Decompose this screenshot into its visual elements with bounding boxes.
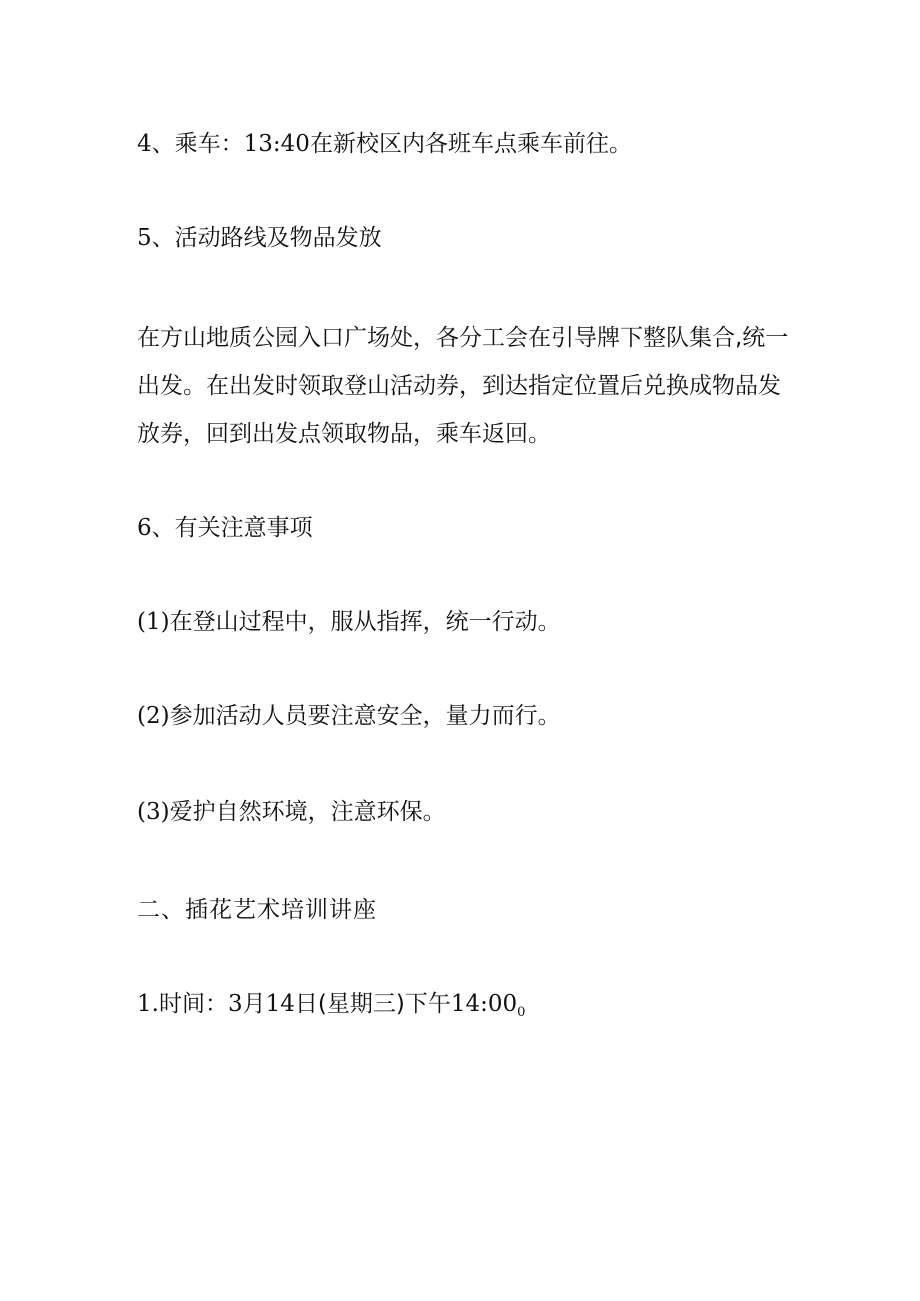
note-3-number: (3) — [137, 799, 170, 825]
time-suffix: 0 — [517, 1005, 526, 1020]
item-5-paragraph-line-2: 出发。在出发时领取登山活动券，到达指定位置后兑换成物品发 — [137, 373, 781, 399]
note-1-text: 在登山过程中，服从指挥，统一行动。 — [169, 609, 561, 635]
note-3-text: 爱护自然环境，注意环保。 — [169, 799, 446, 825]
start-time: 14:00 — [450, 991, 518, 1017]
note-3-line — [137, 796, 446, 828]
section-2-item-1-number: 1. — [137, 991, 159, 1017]
item-5-paragraph-line-1: 在方山地质公园入口广场处，各分工会在引导牌下整队集合,统一 — [137, 325, 789, 351]
item-6-title: 有关注意事项 — [174, 515, 313, 541]
note-2-line — [137, 700, 561, 732]
item-4-line — [137, 128, 632, 160]
item-5-paragraph — [137, 314, 797, 458]
section-2-heading — [137, 894, 377, 926]
day-weekday-text: 日(星期三)下午 — [294, 991, 451, 1017]
month-char: 月 — [242, 991, 266, 1017]
month-number: 3 — [227, 991, 243, 1017]
item-6-heading — [137, 512, 313, 544]
item-5-number: 5、 — [137, 225, 175, 251]
item-4-label: 乘车： — [174, 131, 244, 157]
note-2-text: 参加活动人员要注意安全，量力而行。 — [169, 703, 561, 729]
item-5-title: 活动路线及物品发放 — [174, 225, 382, 251]
item-4-number: 4、 — [137, 131, 175, 157]
note-2-number: (2) — [137, 703, 170, 729]
note-1-line — [137, 606, 561, 638]
note-1-number: (1) — [137, 609, 170, 635]
item-5-paragraph-line-3: 放券，回到出发点领取物品，乘车返回。 — [137, 421, 551, 447]
section-2-title: 二、插花艺术培训讲座 — [137, 897, 377, 923]
day-number: 14 — [265, 991, 295, 1017]
item-6-number: 6、 — [137, 515, 175, 541]
item-4-time: 13:40 — [243, 131, 310, 157]
item-4-text: 在新校区内各班车点乘车前往。 — [309, 131, 632, 157]
item-5-heading — [137, 222, 382, 254]
section-2-item-1-line — [137, 988, 525, 1029]
section-2-item-1-label: 时间： — [158, 991, 228, 1017]
